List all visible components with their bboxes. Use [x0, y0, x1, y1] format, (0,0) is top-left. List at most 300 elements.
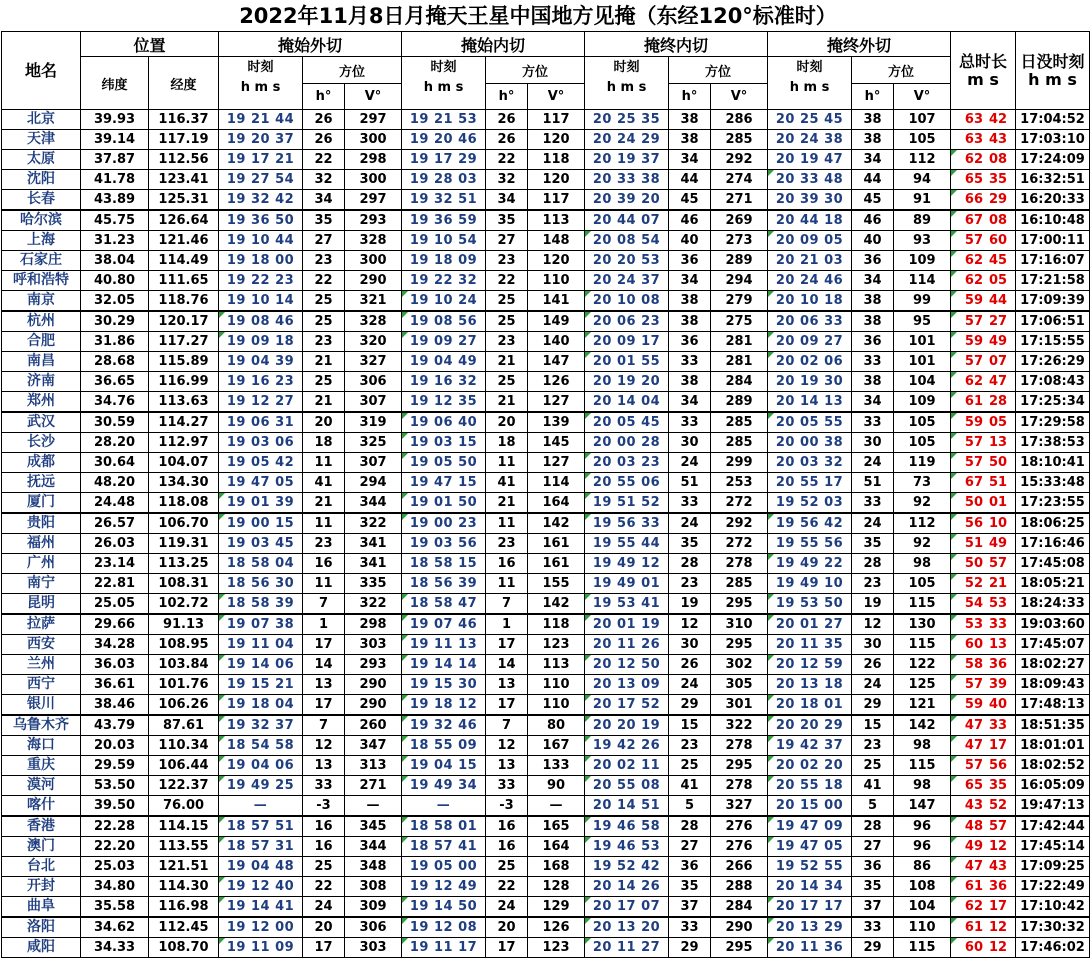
cell-p4-h: 38: [852, 130, 894, 150]
cell-p1-time: 19 07 38: [219, 614, 303, 635]
cell-p3-time: 20 10 08: [585, 291, 669, 312]
cell-city: 哈尔滨: [2, 210, 81, 231]
cell-p1-v: 293: [345, 210, 402, 231]
cell-p2-v: 120: [528, 170, 585, 190]
total-seconds: 13: [988, 637, 1008, 652]
header-v-1: V°: [345, 84, 402, 110]
table-row: [2, 574, 1090, 594]
cell-lon: 112.97: [149, 433, 219, 453]
cell-lon: 134.30: [149, 473, 219, 493]
cell-p1-v: 322: [345, 594, 402, 615]
header-time-2: [402, 57, 486, 110]
table-row: [2, 635, 1090, 655]
cell-lat: 23.14: [81, 554, 149, 574]
cell-p4-h: 33: [852, 917, 894, 938]
cell-p1-h: 11: [303, 453, 345, 473]
cell-p2-time: 19 20 46: [402, 130, 486, 150]
cell-p4-time: 20 01 27: [768, 614, 852, 635]
cell-p4-h: 24: [852, 453, 894, 473]
cell-total: [951, 675, 1016, 695]
table-row: [2, 110, 1090, 130]
cell-city: 贵阳: [2, 513, 81, 534]
cell-p2-v: 165: [528, 816, 585, 837]
cell-p1-time: 19 11 09: [219, 938, 303, 958]
cell-p3-h: 36: [669, 857, 711, 877]
header-v-4: V°: [894, 84, 951, 110]
cell-city: 成都: [2, 453, 81, 473]
cell-p3-v: 274: [711, 170, 768, 190]
header-phase1: 掩始外切: [219, 32, 402, 57]
cell-p3-time: 20 02 11: [585, 756, 669, 776]
cell-p1-time: 19 27 54: [219, 170, 303, 190]
cell-p2-h: 25: [486, 291, 528, 312]
cell-p2-h: 41: [486, 473, 528, 493]
header-hms: h m s: [240, 80, 281, 95]
table-row: [2, 655, 1090, 675]
cell-p4-time: 20 25 45: [768, 110, 852, 130]
total-seconds: 43: [988, 859, 1008, 874]
header-sunset-label: 日没时刻: [1020, 51, 1085, 71]
table-row: [2, 291, 1090, 312]
cell-p2-time: 19 04 49: [402, 352, 486, 372]
cell-p1-h: 26: [303, 130, 345, 150]
cell-p2-h: 14: [486, 655, 528, 675]
cell-p3-v: 299: [711, 453, 768, 473]
cell-sunset: 17:29:58: [1016, 412, 1090, 433]
cell-lon: 114.30: [149, 877, 219, 897]
cell-p1-time: 19 12 00: [219, 917, 303, 938]
table-row: [2, 513, 1090, 534]
cell-lat: 30.59: [81, 412, 149, 433]
header-position: 位置: [81, 32, 219, 57]
cell-total: [951, 150, 1016, 170]
cell-p4-v: 115: [894, 635, 951, 655]
cell-p4-v: 86: [894, 857, 951, 877]
cell-p3-h: 30: [669, 635, 711, 655]
cell-p4-v: 92: [894, 493, 951, 514]
cell-p2-h: 20: [486, 412, 528, 433]
cell-total: [951, 130, 1016, 150]
cell-p2-time: 19 11 13: [402, 635, 486, 655]
cell-lon: 116.37: [149, 110, 219, 130]
cell-total: [951, 534, 1016, 554]
cell-p2-v: 161: [528, 554, 585, 574]
cell-p3-h: 28: [669, 816, 711, 837]
cell-p1-v: 325: [345, 433, 402, 453]
total-seconds: 33: [988, 718, 1008, 733]
cell-p4-time: 19 42 37: [768, 736, 852, 756]
table-row: [2, 412, 1090, 433]
cell-p3-time: 20 17 52: [585, 695, 669, 716]
cell-lon: 117.27: [149, 332, 219, 352]
total-minutes: 63: [964, 112, 984, 127]
header-sunset-unit: h m s: [1028, 69, 1077, 89]
cell-lon: 114.27: [149, 412, 219, 433]
cell-sunset: 17:00:11: [1016, 231, 1090, 251]
total-seconds: 56: [988, 758, 1008, 773]
cell-p2-v: 123: [528, 938, 585, 958]
cell-p3-time: 20 13 20: [585, 917, 669, 938]
cell-p4-h: 41: [852, 776, 894, 796]
cell-p1-h: 16: [303, 837, 345, 857]
cell-total: [951, 554, 1016, 574]
table-row: [2, 372, 1090, 392]
total-minutes: 50: [964, 556, 984, 571]
cell-p3-h: 30: [669, 433, 711, 453]
table-row: [2, 473, 1090, 493]
cell-p3-h: 38: [669, 130, 711, 150]
cell-city: 西宁: [2, 675, 81, 695]
total-minutes: 62: [964, 253, 984, 268]
total-seconds: 35: [988, 778, 1008, 793]
cell-sunset: 16:05:09: [1016, 776, 1090, 796]
total-seconds: 28: [988, 394, 1008, 409]
table-row: [2, 917, 1090, 938]
cell-sunset: 19:03:60: [1016, 614, 1090, 635]
cell-p1-h: 18: [303, 433, 345, 453]
cell-p1-v: 290: [345, 271, 402, 291]
cell-lon: 102.72: [149, 594, 219, 615]
cell-p3-h: 33: [669, 412, 711, 433]
total-seconds: 51: [988, 475, 1008, 490]
cell-p2-v: 90: [528, 776, 585, 796]
cell-lat: 36.03: [81, 655, 149, 675]
cell-lat: 34.76: [81, 392, 149, 413]
cell-p1-h: 25: [303, 372, 345, 392]
cell-p4-h: 33: [852, 493, 894, 514]
cell-p3-h: 35: [669, 534, 711, 554]
cell-p1-time: 19 11 04: [219, 635, 303, 655]
cell-p4-time: 20 19 30: [768, 372, 852, 392]
cell-total: [951, 231, 1016, 251]
total-minutes: 61: [964, 920, 984, 935]
cell-p1-time: 19 10 14: [219, 291, 303, 312]
cell-sunset: 17:16:07: [1016, 251, 1090, 271]
cell-p3-time: 20 17 07: [585, 897, 669, 918]
cell-lat: 31.86: [81, 332, 149, 352]
cell-total: [951, 513, 1016, 534]
cell-p3-h: 24: [669, 675, 711, 695]
cell-total: [951, 614, 1016, 635]
cell-p4-v: 115: [894, 756, 951, 776]
cell-p4-h: 34: [852, 271, 894, 291]
cell-p3-v: 285: [711, 433, 768, 453]
header-city: 地名: [2, 32, 81, 110]
cell-p3-v: 276: [711, 816, 768, 837]
cell-p1-v: 313: [345, 756, 402, 776]
cell-p4-h: 15: [852, 715, 894, 736]
cell-p1-v: 293: [345, 655, 402, 675]
cell-p1-time: 19 16 23: [219, 372, 303, 392]
cell-p1-time: 18 57 51: [219, 816, 303, 837]
cell-total: [951, 170, 1016, 190]
cell-p4-h: 36: [852, 857, 894, 877]
cell-p3-h: 38: [669, 110, 711, 130]
cell-p1-v: 335: [345, 574, 402, 594]
cell-p3-v: 292: [711, 150, 768, 170]
cell-p1-time: 18 54 58: [219, 736, 303, 756]
cell-p3-v: 278: [711, 554, 768, 574]
cell-sunset: 17:09:39: [1016, 291, 1090, 312]
cell-p4-time: 20 44 18: [768, 210, 852, 231]
cell-p2-h: 25: [486, 311, 528, 332]
cell-p1-h: 7: [303, 715, 345, 736]
table-row: [2, 332, 1090, 352]
cell-p2-h: 21: [486, 352, 528, 372]
cell-p3-time: 20 13 09: [585, 675, 669, 695]
cell-city: 南宁: [2, 574, 81, 594]
cell-sunset: 17:10:42: [1016, 897, 1090, 918]
header-total: [951, 32, 1016, 110]
table-row: [2, 675, 1090, 695]
cell-sunset: 18:02:27: [1016, 655, 1090, 675]
cell-p2-h: 11: [486, 513, 528, 534]
cell-city: 福州: [2, 534, 81, 554]
cell-sunset: 17:30:32: [1016, 917, 1090, 938]
table-row: [2, 776, 1090, 796]
cell-lon: 126.64: [149, 210, 219, 231]
cell-p4-h: 37: [852, 897, 894, 918]
cell-p3-h: 36: [669, 251, 711, 271]
total-minutes: 65: [964, 778, 984, 793]
cell-p2-h: 20: [486, 917, 528, 938]
cell-p2-v: 139: [528, 412, 585, 433]
total-seconds: 12: [988, 839, 1008, 854]
cell-p3-v: 253: [711, 473, 768, 493]
cell-p1-v: 320: [345, 332, 402, 352]
cell-p3-h: 24: [669, 513, 711, 534]
total-minutes: 47: [964, 859, 984, 874]
table-row: [2, 897, 1090, 918]
cell-p3-time: 20 11 26: [585, 635, 669, 655]
cell-total: [951, 776, 1016, 796]
cell-city: 咸阳: [2, 938, 81, 958]
cell-p4-h: 33: [852, 412, 894, 433]
cell-p2-v: 142: [528, 594, 585, 615]
table-row: [2, 210, 1090, 231]
cell-city: 上海: [2, 231, 81, 251]
cell-lon: 106.26: [149, 695, 219, 716]
total-seconds: 08: [988, 152, 1008, 167]
header-phase4: 掩终外切: [768, 32, 951, 57]
cell-p3-h: 33: [669, 917, 711, 938]
cell-p2-time: —: [402, 796, 486, 817]
cell-city: 天津: [2, 130, 81, 150]
total-minutes: 56: [964, 516, 984, 531]
cell-sunset: 17:23:55: [1016, 493, 1090, 514]
total-minutes: 51: [964, 536, 984, 551]
cell-p2-v: 142: [528, 513, 585, 534]
total-seconds: 40: [988, 697, 1008, 712]
cell-p3-time: 20 24 29: [585, 130, 669, 150]
cell-p2-h: 11: [486, 453, 528, 473]
cell-p4-h: 36: [852, 251, 894, 271]
cell-lon: 113.25: [149, 554, 219, 574]
table-row: [2, 190, 1090, 211]
cell-p3-time: 20 14 51: [585, 796, 669, 817]
cell-p2-h: 21: [486, 493, 528, 514]
cell-p2-h: 17: [486, 695, 528, 716]
cell-lon: 116.99: [149, 372, 219, 392]
cell-p2-time: 19 32 46: [402, 715, 486, 736]
total-minutes: 57: [964, 233, 984, 248]
cell-p4-v: 101: [894, 352, 951, 372]
header-h-1: h°: [303, 84, 345, 110]
cell-p2-time: 19 09 27: [402, 332, 486, 352]
cell-p2-h: 16: [486, 837, 528, 857]
cell-p2-time: 19 07 46: [402, 614, 486, 635]
total-minutes: 57: [964, 758, 984, 773]
cell-lat: 31.23: [81, 231, 149, 251]
cell-p4-time: 20 13 29: [768, 917, 852, 938]
cell-p4-time: 19 52 03: [768, 493, 852, 514]
table-row: [2, 554, 1090, 574]
total-minutes: 61: [964, 879, 984, 894]
cell-total: [951, 291, 1016, 312]
total-minutes: 59: [964, 415, 984, 430]
cell-lon: 108.95: [149, 635, 219, 655]
cell-p1-time: 19 15 21: [219, 675, 303, 695]
cell-p1-time: 19 10 44: [219, 231, 303, 251]
cell-p2-h: 22: [486, 271, 528, 291]
header-time-label: 时刻: [796, 60, 823, 75]
table-row: [2, 150, 1090, 170]
header-h-2: h°: [486, 84, 528, 110]
cell-p1-time: 19 49 25: [219, 776, 303, 796]
total-seconds: 57: [988, 556, 1008, 571]
cell-sunset: 17:06:51: [1016, 311, 1090, 332]
total-seconds: 39: [988, 677, 1008, 692]
cell-p2-h: 33: [486, 776, 528, 796]
cell-p3-time: 20 44 07: [585, 210, 669, 231]
cell-p3-h: 29: [669, 695, 711, 716]
cell-p4-v: 119: [894, 453, 951, 473]
cell-lat: 20.03: [81, 736, 149, 756]
header-total-unit: m s: [967, 69, 999, 89]
cell-p3-v: 278: [711, 776, 768, 796]
cell-p1-time: 19 17 21: [219, 150, 303, 170]
cell-p2-h: 17: [486, 938, 528, 958]
cell-sunset: 17:21:58: [1016, 271, 1090, 291]
total-seconds: 49: [988, 334, 1008, 349]
cell-p1-h: 13: [303, 675, 345, 695]
total-minutes: 58: [964, 657, 984, 672]
table-row: [2, 756, 1090, 776]
cell-city: 长春: [2, 190, 81, 211]
cell-p1-v: 307: [345, 392, 402, 413]
cell-p1-v: 260: [345, 715, 402, 736]
cell-p4-v: 109: [894, 251, 951, 271]
cell-p1-h: 26: [303, 110, 345, 130]
cell-p4-h: 24: [852, 675, 894, 695]
cell-p1-v: 321: [345, 291, 402, 312]
cell-p1-v: 297: [345, 110, 402, 130]
cell-p1-time: 19 21 44: [219, 110, 303, 130]
cell-p2-h: 7: [486, 715, 528, 736]
cell-city: 武汉: [2, 412, 81, 433]
cell-lon: 114.49: [149, 251, 219, 271]
cell-city: 南京: [2, 291, 81, 312]
cell-p3-v: 281: [711, 332, 768, 352]
cell-p2-time: 19 17 29: [402, 150, 486, 170]
cell-p4-v: 107: [894, 110, 951, 130]
cell-p3-v: 284: [711, 897, 768, 918]
cell-p2-h: 12: [486, 736, 528, 756]
cell-lat: 25.03: [81, 857, 149, 877]
cell-p3-v: 279: [711, 291, 768, 312]
cell-p4-v: 104: [894, 897, 951, 918]
cell-p4-time: 20 24 46: [768, 271, 852, 291]
cell-lon: 114.15: [149, 816, 219, 837]
cell-p1-time: 19 12 27: [219, 392, 303, 413]
cell-p2-v: —: [528, 796, 585, 817]
cell-sunset: 17:45:07: [1016, 635, 1090, 655]
cell-p2-v: 123: [528, 635, 585, 655]
cell-p4-h: 30: [852, 635, 894, 655]
cell-p3-v: 289: [711, 251, 768, 271]
cell-p2-v: 126: [528, 917, 585, 938]
cell-p2-v: 145: [528, 433, 585, 453]
cell-sunset: 17:46:02: [1016, 938, 1090, 958]
table-row: [2, 695, 1090, 716]
cell-p3-v: 289: [711, 392, 768, 413]
cell-city: 香港: [2, 816, 81, 837]
total-seconds: 44: [988, 293, 1008, 308]
cell-p4-v: 96: [894, 816, 951, 837]
cell-p3-h: 36: [669, 332, 711, 352]
cell-p2-h: 23: [486, 332, 528, 352]
cell-lon: 111.65: [149, 271, 219, 291]
cell-p1-time: 19 36 50: [219, 210, 303, 231]
cell-p2-h: 23: [486, 251, 528, 271]
cell-p4-time: 20 11 36: [768, 938, 852, 958]
cell-sunset: 19:47:13: [1016, 796, 1090, 817]
cell-p4-h: 23: [852, 574, 894, 594]
cell-p3-h: 25: [669, 756, 711, 776]
cell-total: [951, 837, 1016, 857]
cell-p1-v: 297: [345, 190, 402, 211]
cell-sunset: 17:26:29: [1016, 352, 1090, 372]
cell-p4-h: 29: [852, 938, 894, 958]
cell-p4-v: 89: [894, 210, 951, 231]
cell-p1-h: 16: [303, 554, 345, 574]
cell-city: 台北: [2, 857, 81, 877]
cell-p1-v: 341: [345, 534, 402, 554]
header-v-2: V°: [528, 84, 585, 110]
cell-p1-h: 41: [303, 473, 345, 493]
cell-lat: 36.65: [81, 372, 149, 392]
table-row: [2, 231, 1090, 251]
cell-p2-h: 26: [486, 130, 528, 150]
cell-p2-time: 19 03 56: [402, 534, 486, 554]
cell-p1-h: 20: [303, 412, 345, 433]
header-phase3: 掩终内切: [585, 32, 768, 57]
cell-p3-time: 20 55 06: [585, 473, 669, 493]
total-minutes: 62: [964, 374, 984, 389]
cell-lat: 38.04: [81, 251, 149, 271]
cell-sunset: 17:45:14: [1016, 837, 1090, 857]
cell-p2-time: 18 58 01: [402, 816, 486, 837]
header-time-label: 时刻: [430, 60, 457, 75]
cell-p1-v: 298: [345, 150, 402, 170]
cell-total: [951, 917, 1016, 938]
total-seconds: 07: [988, 354, 1008, 369]
cell-total: [951, 352, 1016, 372]
cell-lon: 125.31: [149, 190, 219, 211]
total-minutes: 60: [964, 637, 984, 652]
cell-lon: 91.13: [149, 614, 219, 635]
table-row: [2, 594, 1090, 615]
